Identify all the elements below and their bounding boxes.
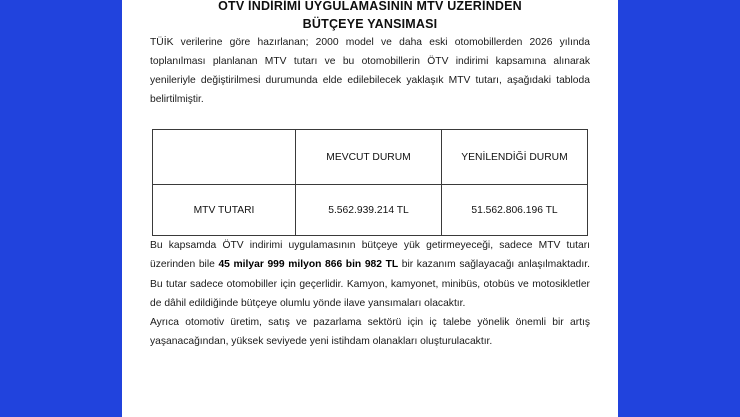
document-page (122, 0, 618, 417)
document-title-line-2: BÜTÇEYE YANSIMASI (302, 17, 438, 32)
table-header-blank (153, 130, 296, 185)
table-cell-renewed: 51.562.806.196 TL (442, 185, 588, 236)
paragraph-two-part-one: Bu kapsamda ÖTV indirimi uygulamasının bütçeye yük getirmeyeceği, sadece MTV tutarı üzerinden bile (150, 240, 590, 271)
table-body (153, 185, 588, 236)
document-title (150, 0, 590, 33)
table-row-label: MTV TUTARI (153, 185, 296, 236)
paragraph-three: Ayrıca otomotiv üretim, satış ve pazarlama sektörü için iç talebe yönelik önemli bir artış yaşanacağından, yüksek seviyede yeni istihdam olanakları oluşturulacaktır. (150, 316, 590, 347)
paragraph-two (150, 236, 590, 312)
document-title-line-1: ÖTV İNDİRİMİ UYGULAMASININ MTV ÜZERİNDEN (218, 0, 522, 13)
table-cell-current: 5.562.939.214 TL (296, 185, 442, 236)
table-header-current: MEVCUT DURUM (296, 130, 442, 185)
paragraph-two-part-two: bir kazanım sağlayacağı anlaşılmaktadır. Bu tutar sadece otomobiller için geçerlidir. Kamyon, kamyonet, minibüs, otobüs ve motosikletler de dâhil edildiğinde bütçeye olumlu yönde ilave yansımaları olacaktır. (150, 259, 590, 309)
table-header-row (153, 130, 588, 185)
mtv-table (152, 129, 588, 236)
table-header-renewed: YENİLENDİĞİ DURUM (442, 130, 588, 185)
table-row (153, 185, 588, 236)
table-header (153, 130, 588, 185)
paragraph-one: TÜİK verilerine göre hazırlanan; 2000 model ve daha eski otomobillerden 2026 yılında toplanılması planlanan MTV tutarı ve bu otomobillerin ÖTV indirimi kapsamına alınarak yenileriyle değiştirilmesi durumunda elde edilebilecek yaklaşık MTV tutarı, aşağıdaki tabloda belirtilmiştir. (150, 37, 590, 106)
paragraph-two-amount: 45 milyar 999 milyon 866 bin 982 TL (218, 259, 399, 271)
